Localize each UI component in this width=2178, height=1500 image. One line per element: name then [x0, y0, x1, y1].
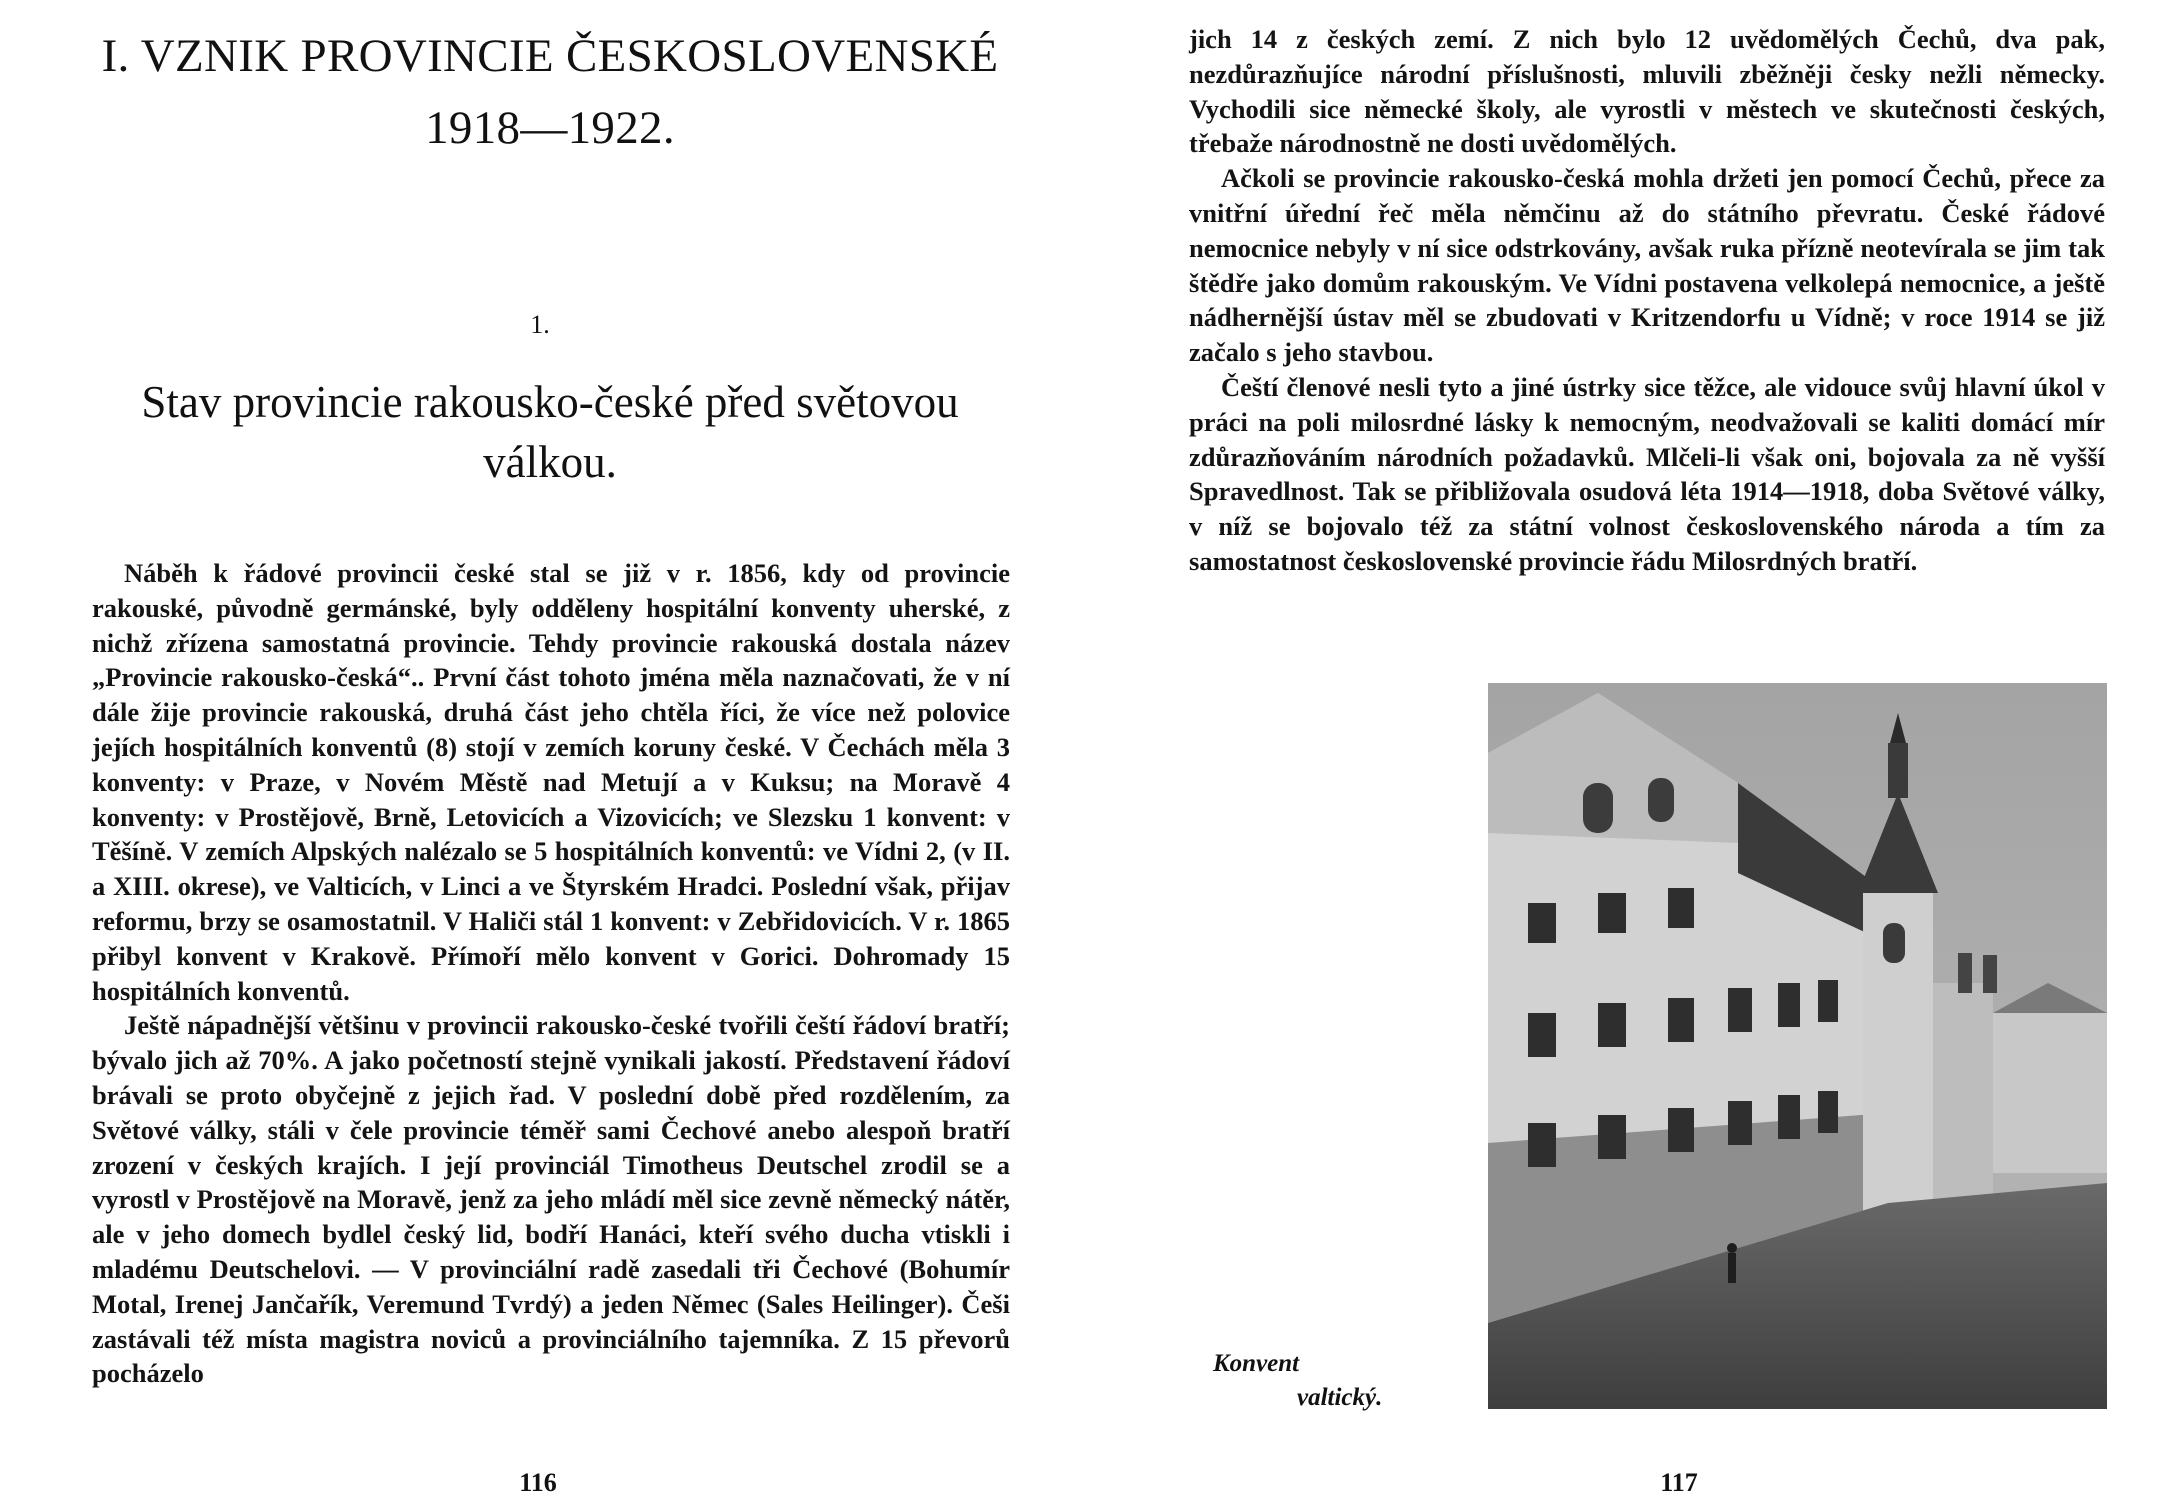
- section-title-line2: válkou.: [483, 437, 617, 487]
- paragraph: Ještě nápadnější většinu v provincii rakousko-české tvořili čeští řádoví bratří; bývalo jich až 70%. A jako početností stejně vynikali jakostí. Představení řádoví brávali se proto obyčejně z jejich řad. V poslední době před rozdělením, za Světové války, stáli v čele provincie téměř sami Čechové anebo alespoň bratří zrození v českých krajích. I její provinciál Timotheus Deutschel zrodil se a vyrostl v Prostějově na Moravě, jenž za jeho mládí měl sice zevně německý nátěr, ale v jeho domech bydlel český lid, bodří Hanáci, kteří svého ducha vtiskli i mladému Deutschelovi. — V provinciální radě zasedali tři Čechové (Bohumír Motal, Irenej Jančařík, Veremund Tvrdý) a jeden Němec (Sales Heilinger). Češi zastávali též místa magistra noviců a provinciálního tajemníka. Z 15 převorů pocházelo: [92, 1010, 1010, 1389]
- section-number: 1.: [530, 310, 550, 339]
- page-number-left: 116: [519, 1468, 557, 1497]
- caption-line2: valtický.: [1297, 1384, 1383, 1411]
- convent-photo: [1488, 683, 2107, 1409]
- paragraph: Čeští členové nesli tyto a jiné ústrky sice těžce, ale vidouce svůj hlavní úkol v práci na poli milosrdné lásky k nemocným, neodvažovali se kaliti domácí mír zdůrazňováním národních požadavků. Mlčeli-li však oni, bojovala za ně vyšší Spravedlnost. Tak se přibližovala osudová léta 1914—1918, doba Světové války, v níž se bojovalo též za státní volnost československého národa a tím za samostatnost československé provincie řádu Milosrdných bratří.: [1189, 371, 2105, 576]
- chapter-title: [80, 20, 1020, 164]
- right-body-text: [1189, 22, 2105, 579]
- left-body-text: [92, 556, 1010, 1391]
- chapter-title-line2: 1918—1922.: [425, 102, 675, 154]
- paragraph: Ačkoli se provincie rakousko-česká mohla držeti jen pomocí Čechů, přece za vnitřní úřední řeč měla němčinu až do státního převratu. České řádové nemocnice nebyly v ní sice odstrkovány, avšak ruka přízně neotevírala se jim tak štědře jako domům rakouským. Ve Vídni postavena velkolepá nemocnice, a ještě nádhernější ústav měl se zbudovati v Kritzendorfu u Vídně; v roce 1914 se již začalo s jeho stavbou.: [1189, 163, 2105, 368]
- paragraph: Náběh k řádové provincii české stal se již v r. 1856, kdy od provincie rakouské, původně germánské, byly odděleny hospitální konventy uherské, z nichž zřízena samostatná provincie. Tehdy provincie rakouská dostala název „Provincie rakousko-česká“.. První část tohoto jména měla naznačovati, že v ní dále žije provincie rakouská, druhá část jeho chtěla říci, že více než polovice jejích hospitálních konventů (8) stojí v zemích koruny české. V Čechách měla 3 konventy: v Praze, v Novém Městě nad Metují a v Kuksu; na Moravě 4 konventy: v Prostějově, Brně, Letovicích a Vizovicích; ve Slezsku 1 konvent: v Těšíně. V zemích Alpských nalézalo se 5 hospitálních konventů: ve Vídni 2, (v II. a XIII. okrese), ve Valticích, v Linci a ve Štyrském Hradci. Poslední však, přijav reformu, brzy se osamostatnil. V Haliči stál 1 konvent: v Zebřidovicích. V r. 1865 přibyl konvent v Krakově. Přímoří mělo konvent v Gorici. Dohromady 15 hospitálních konventů.: [92, 558, 1010, 1006]
- section-title: [80, 372, 1020, 492]
- paragraph: jich 14 z českých zemí. Z nich bylo 12 uvědomělých Čechů, dva pak, nezdůrazňujíce národní příslušnosti, mluvili zběžněji česky nežli německy. Vychodili sice německé školy, ale vyrostli v městech ve skutečnosti českých, třebaže národnostně ne dosti uvědomělých.: [1189, 24, 2105, 159]
- section-title-line1: Stav provincie rakousko-české před světovou: [141, 377, 959, 427]
- convent-photo-illustration: [1488, 683, 2107, 1409]
- right-page: [1089, 0, 2178, 1500]
- photo-caption: [1213, 1347, 1453, 1415]
- caption-line1: Konvent: [1213, 1350, 1300, 1377]
- chapter-title-line1: I. VZNIK PROVINCIE ČESKOSLOVENSKÉ: [101, 30, 999, 82]
- page-number-right: 117: [1660, 1468, 1698, 1497]
